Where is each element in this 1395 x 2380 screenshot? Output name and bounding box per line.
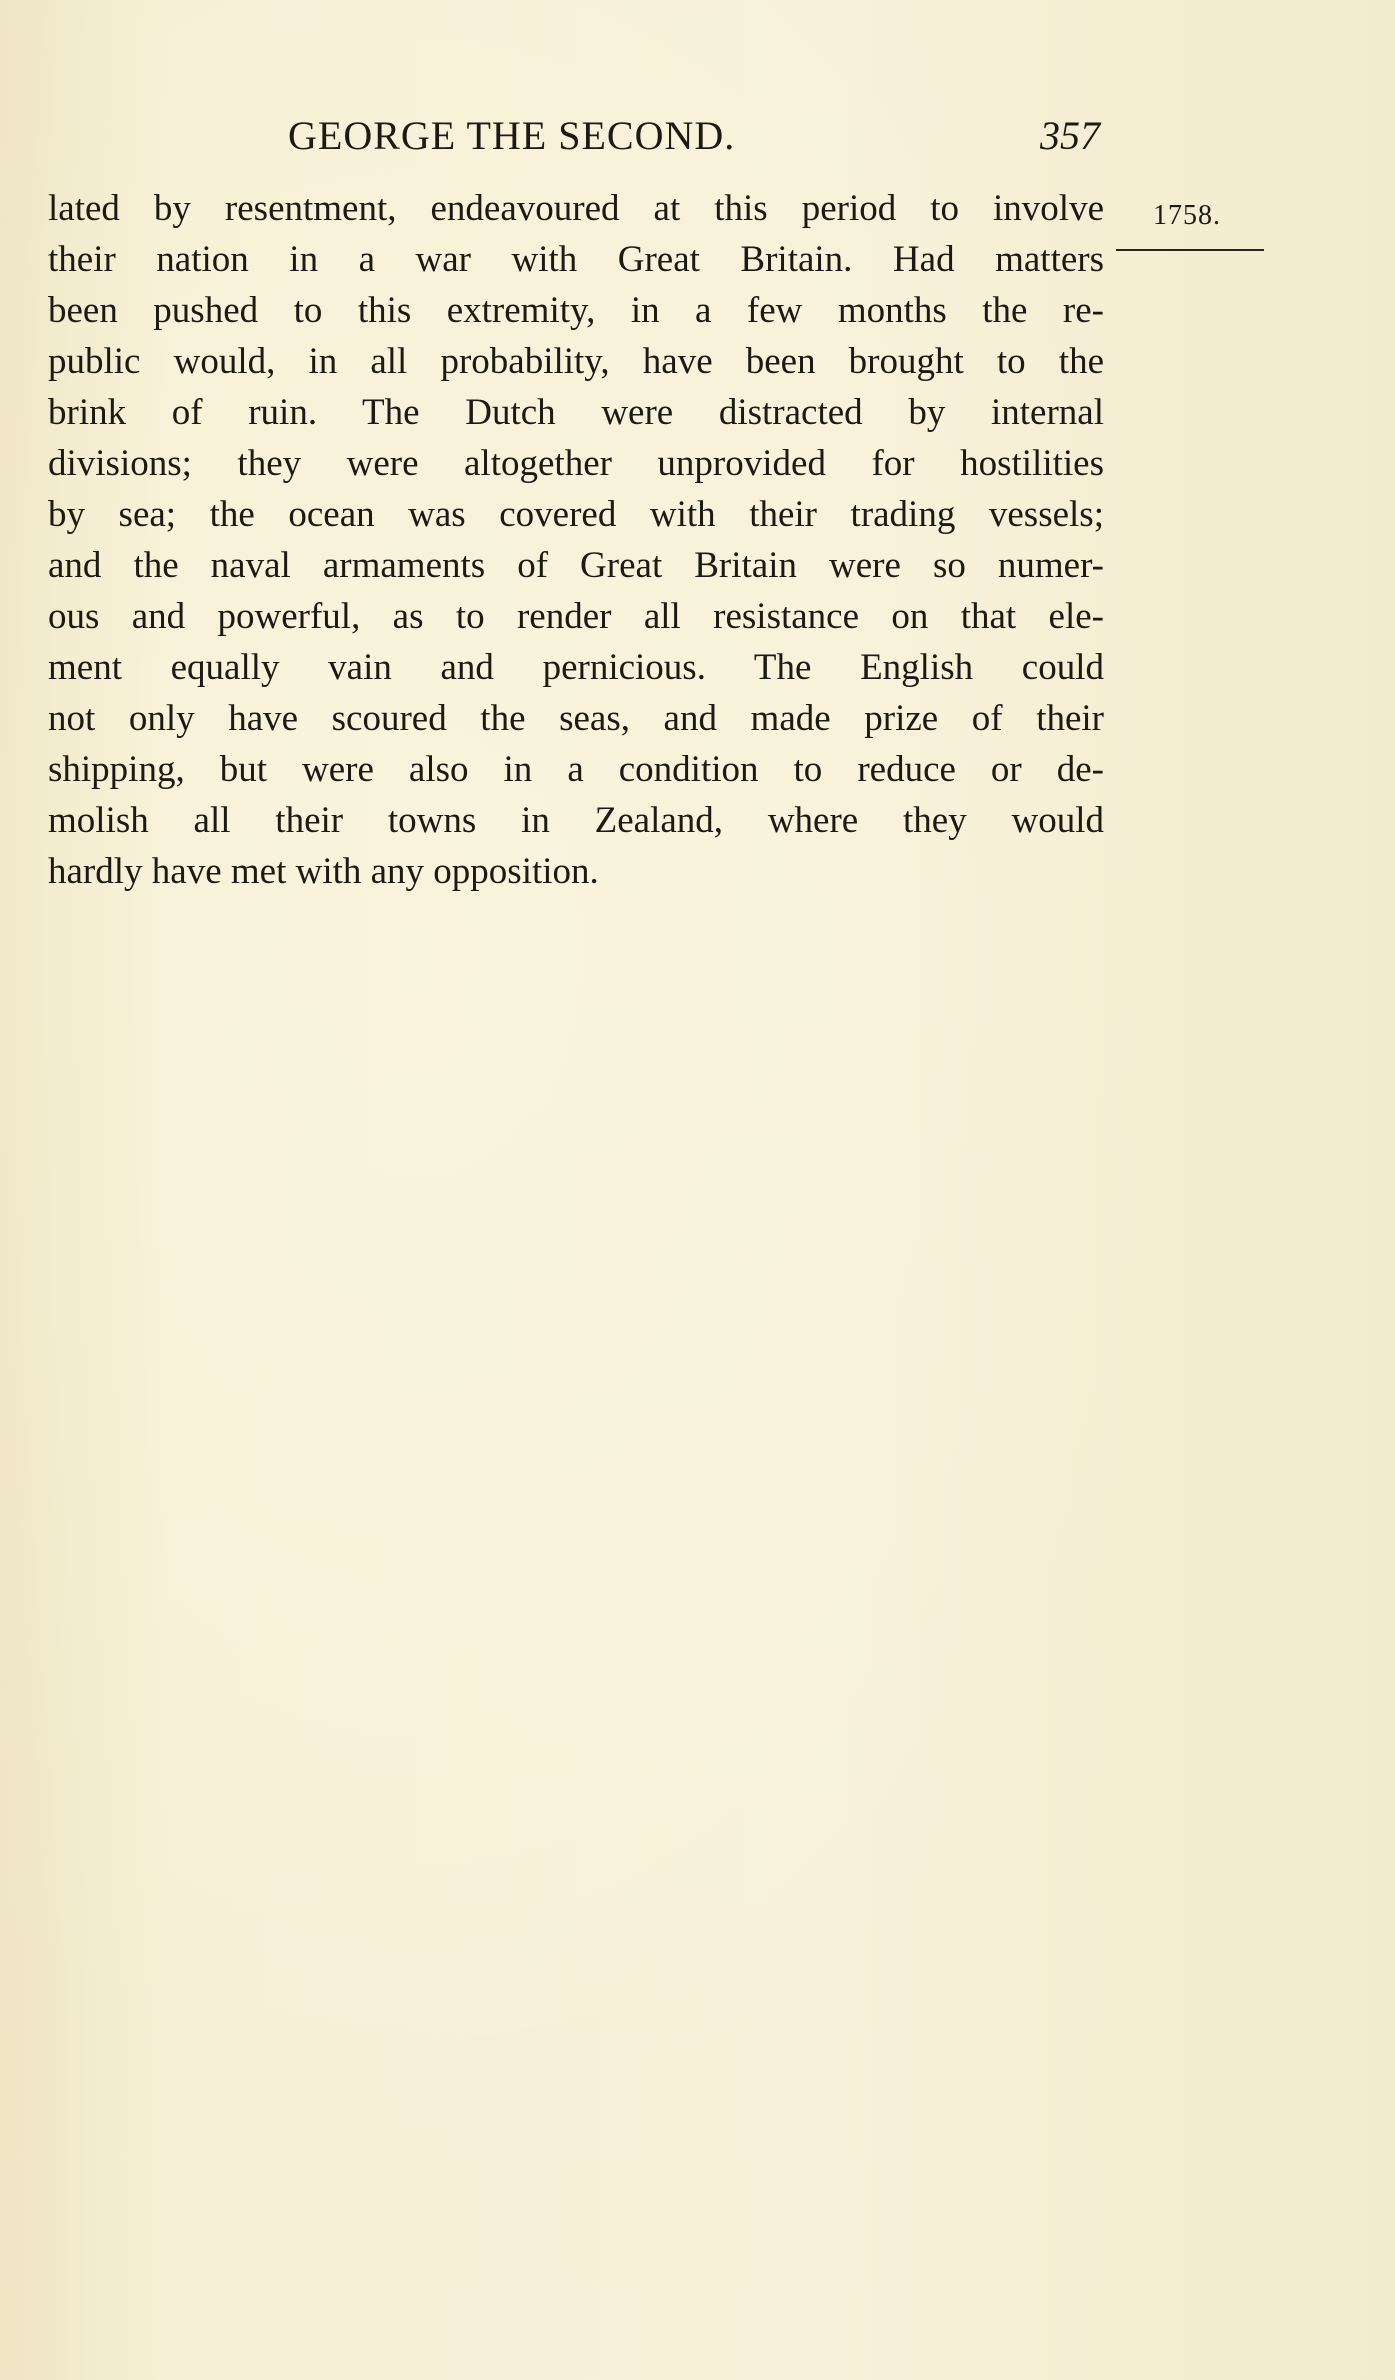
margin-year-note: 1758. <box>1153 200 1221 231</box>
body-paragraph <box>48 183 1104 897</box>
text-line: shipping, but were also in a condition to reduce or de- <box>48 749 1104 790</box>
running-title: GEORGE THE SECOND. <box>288 113 736 158</box>
text-line: public would, in all probability, have been brought to the <box>48 341 1104 382</box>
text-line: lated by resentment, endeavoured at this period to involve <box>48 188 1104 229</box>
text-line: ment equally vain and pernicious. The English could <box>48 647 1104 688</box>
text-line: and the naval armaments of Great Britain were so numer- <box>48 545 1104 586</box>
text-line: not only have scoured the seas, and made prize of their <box>48 698 1104 739</box>
margin-rule <box>1116 249 1264 251</box>
text-line: molish all their towns in Zealand, where they would <box>48 800 1104 841</box>
text-line: been pushed to this extremity, in a few months the re- <box>48 290 1104 331</box>
page-header <box>288 108 1100 164</box>
page-number: 357 <box>1040 113 1100 158</box>
text-line: brink of ruin. The Dutch were distracted by internal <box>48 392 1104 433</box>
text-line: divisions; they were altogether unprovided for hostilities <box>48 443 1104 484</box>
text-line: their nation in a war with Great Britain. Had matters <box>48 239 1104 280</box>
text-line: ous and powerful, as to render all resistance on that ele- <box>48 596 1104 637</box>
text-line: by sea; the ocean was covered with their trading vessels; <box>48 494 1104 535</box>
text-line: hardly have met with any opposition. <box>48 851 599 892</box>
